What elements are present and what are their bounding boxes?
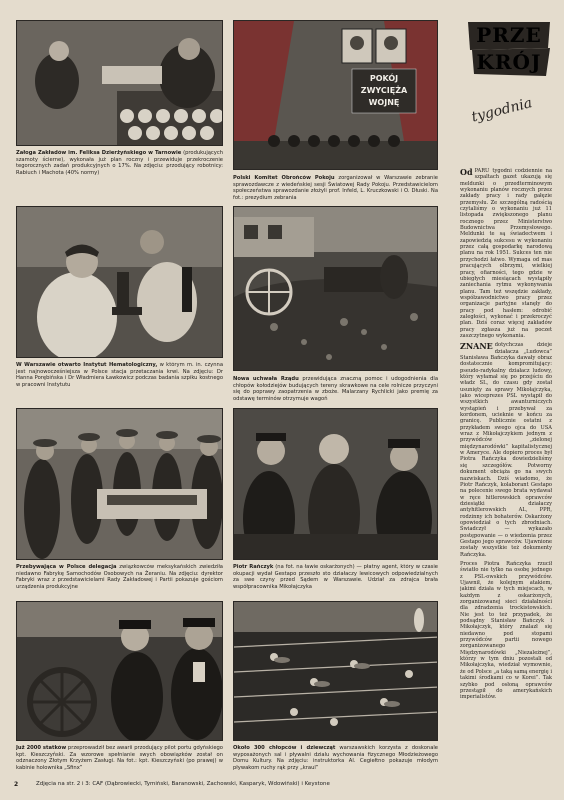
caption-bold: Około 300 chłopców i dziewcząt — [233, 745, 336, 751]
caption-mexican-delegation — [16, 564, 223, 600]
caption-courtroom — [233, 564, 438, 600]
caption-farmers-field — [233, 376, 438, 404]
caption-text: (na fot. na ławie oskarżonych) — płatny agent, który w czasie okupacji wydał Gestapo przeszło sto działaczy lewicowych odpowiedzialnych za swe czyny przed Sądem w Warszawie. Udział za zdrajca brała współpracownika Mikołajczyka — [233, 564, 438, 590]
banner-line1: POKÓJ — [369, 74, 399, 83]
dropcap-2: ZNANE — [460, 341, 493, 352]
banner-line3: WOJNĘ — [368, 98, 400, 107]
photo-farmers-field — [233, 206, 438, 371]
column-text-3: Proces Piotra Rańczyka rzucił światło nie tylko na osobę jednego z PSL-owskich przywódców. Ujawnił, że kolejnym atakiem, jakimi działa w tych miejscach, w każdym z oskarżonych, zorganizowanej sieci działalności dla zdradzenia trockistowskich. Nie jest to też przypadek, że podsądny Stanisław Bańczyk i Mikołajczyk, który znalazł się niedawno pod stopami przywódców partii nowego zorganizowanego Międzynarodówki „Niezależnej”, którzy w tym dniu pozostali od Mikołajczyka, wiedział wymownie, że od Polsce „a taką samą energię i takimi środkami co w Korei”. Tak szybko pod osłoną oprawców przestąpił do amerykańskich imperialistów. — [460, 560, 552, 701]
caption-bold: W Warszawie otwarto Instytut Hematologiczny, — [16, 362, 158, 368]
column-paragraph-3 — [460, 561, 552, 701]
caption-text: warszawskich korzysta z doskonale wyposażonych sal i pływalni dzialu wychowania fizycznego Młodzieżowego Domu Kultury. Na zdjęciu: instruktorka Al. Cegiełtno pokazuje młodym pływakom ruchy rąk przy „kraul” — [233, 745, 438, 771]
caption-ship-pilots — [16, 745, 223, 775]
logo-line1: PRZE — [476, 23, 542, 47]
photo-peace-committee — [233, 20, 438, 170]
caption-swimming-pool — [233, 745, 438, 775]
photo-hematology-lab — [16, 206, 223, 358]
przekroj-logo — [466, 20, 552, 78]
editorial-column — [460, 168, 552, 773]
dropcap-1: Od — [460, 168, 473, 177]
caption-text: w którym m. in. czynna jest najnowocześniejsza w Polsce stacja przetaczania krwi. Na zdjęciu: Dr Hanna Porębińska i Dr Władmiera Ławkowicz podczas badania szpiku kostnego w pracowni Instytutu — [16, 362, 223, 388]
photo-credits: Zdjęcia na str. 2 i 3: CAF (Dąbrowiecki, Tymiński, Baranowski, Zachowski, Kasparyk, Wdowiński) i Keystone — [36, 781, 330, 787]
caption-text: związkowców meksykańskich zwiedziła niedawno Fabrykę Samochodów Osobowych na Żeraniu. Na zdjęciu: dyrektor Fabryki wraz z przedstawicielami Rady Zakładowej i Partii pokazuje gościom urządzenia produkcyjne — [16, 564, 223, 590]
caption-text: zorganizował w Warszawie zebranie sprawozdawcze z wiedeńskiej sesji Światowej Rady Pokoju. Przedstawicielom społeczeństwa sprawozdanie złożyli prof. Infeld, L. Kruczkowski i O. Dłuski. Na fot.: prezydium zebrania — [233, 175, 438, 201]
photo-mexican-delegation — [16, 408, 223, 560]
logo-line2: KRÓJ — [476, 50, 542, 74]
photo-courtroom — [233, 408, 438, 560]
caption-bold: Polski Komitet Obrońców Pokoju — [233, 175, 335, 181]
caption-bold: Załoga Zakładów im. Feliksa Dzierżyńskiego w Tarnowie — [16, 150, 182, 156]
column-paragraph-1 — [460, 168, 552, 339]
page-number: 2 — [14, 781, 19, 788]
photo-ship-pilots — [16, 601, 223, 741]
photo-factory-workers — [16, 20, 223, 146]
section-subtitle: tygodnia — [470, 95, 534, 126]
column-text-1: PARU tygodni codziennie na szpaltach gazet ukazują się meldunki o przedterminowym wykonaniu planów rocznych przez zakłady pracy i rady gałęzie przemysłu. Ze szczególną radością czytaliśmy o wykonaniu już 11 listopada zwiększonego planu rocznego przez Ministerstwo Budownictwa Przemysłowego. Meldunki te są świadectwem i zapowiedzią sukcesu w wykonaniu przez całą gospodarkę narodową planu na rok 1951. Sukces ten nie przychodzi łatwo. Wymaga od mas pracujących olbrzymi, wielkiej pracy, ofiarności, tego gdzie w ubiegłych miesiącach wystąpiły zaniechania rytmu wykonywania planu. Tam też wszędzie zakłady, współzawodnictwo pracy przez organizacje partyjne stanęły do pracy pod hasłem: odrobić zaległości, wykonać i przekroczyć plan. Dziś coraz więcej zakładów pracy zgłasza już na poczet zaszczytnego wykonania. — [460, 168, 552, 339]
caption-hematology-lab — [16, 362, 223, 398]
column-text-2: dotychczas dzieje działacza „Ludowca” Stanisława Bańczyka dawały obraz dostatecznie kompromitujący: pseudo-radykalny działacz ludowy, który wyłamał się po przejściu do władz SL, do czasu gdy został usunięty za sprawy Mikołajczyka, jako wiceprezes PSL wystąpił do wszystkich awanturniczych wystąpień i przebywał za kordonem, ucieknie w końcu za granicę. Publicznie ostatni z przykładem swego ojca do USA wraz z Mikołajczykiem jednym z przywódców „zielonej międzynarodówki” kapitalistycznej w Ameryce. Ale dopiero proces był Piotra Rańczyka dowiedzieliśmy się szczegółów. Potworny dokument obciąża go na swych nazwiskach. Dziś wiadomo, że Piotr Rańczyk, kolaborant Gestapo na polecenie swego brata wydawał w ręce hitlerowskich oprawców dziesiątki działaczy antyhitlerowskich AL, PPR, rodzinny ich bohaterów. Oskarżony opowiedział o tych zbrodniach. Świadczył — wykazało postępowanie — o wiedzenia przez Gestapo jego sprawców. Ujawnione zostały wszystkie też dokumenty Rańczyka. — [460, 342, 552, 558]
caption-text: (produkujących szamoty ścierne), wykonała już plan roczny i przewiduje przekroczenie tegorocznych zadań produkcyjnych o 17%. Na zdjęciu: przodujący robotnicy: Rabiuch i Machota (40% normy) — [16, 150, 223, 176]
caption-text: przewidująca znaczną pomoc i udogodnienia dla chłopów kołodziejów budujących tereny skrawkowe na cele rolnicze przyczyni się do poprawy zaopatrzenia w zboże. Malarzany Rychlicki jako premię za odstawę terminów otrzymuje wagoń — [233, 376, 438, 402]
caption-bold: Nowa uchwała Rządu — [233, 376, 299, 382]
caption-text: przeprowadził bez awarii przodujący pilot portu gdyńskiego kpt. Kieszczyński. Za wzorowe spełnianie swych obowiązków został on odznaczony Złotym Krzyżem Zasługi. Na fot.: kpt. Kieszczyński (po prawej) w kabinie holownika „Sfinx” — [16, 745, 223, 771]
caption-bold: Piotr Rańczyk — [233, 564, 274, 570]
caption-bold: Już 2000 statków — [16, 745, 67, 751]
caption-peace-committee — [233, 175, 438, 203]
column-paragraph-2 — [460, 342, 552, 558]
caption-factory-workers — [16, 150, 223, 190]
photo-swimming-pool — [233, 601, 438, 741]
banner-line2: ZWYCIĘŻA — [360, 86, 408, 95]
caption-bold: Przebywająca w Polsce delegacja — [16, 564, 117, 570]
